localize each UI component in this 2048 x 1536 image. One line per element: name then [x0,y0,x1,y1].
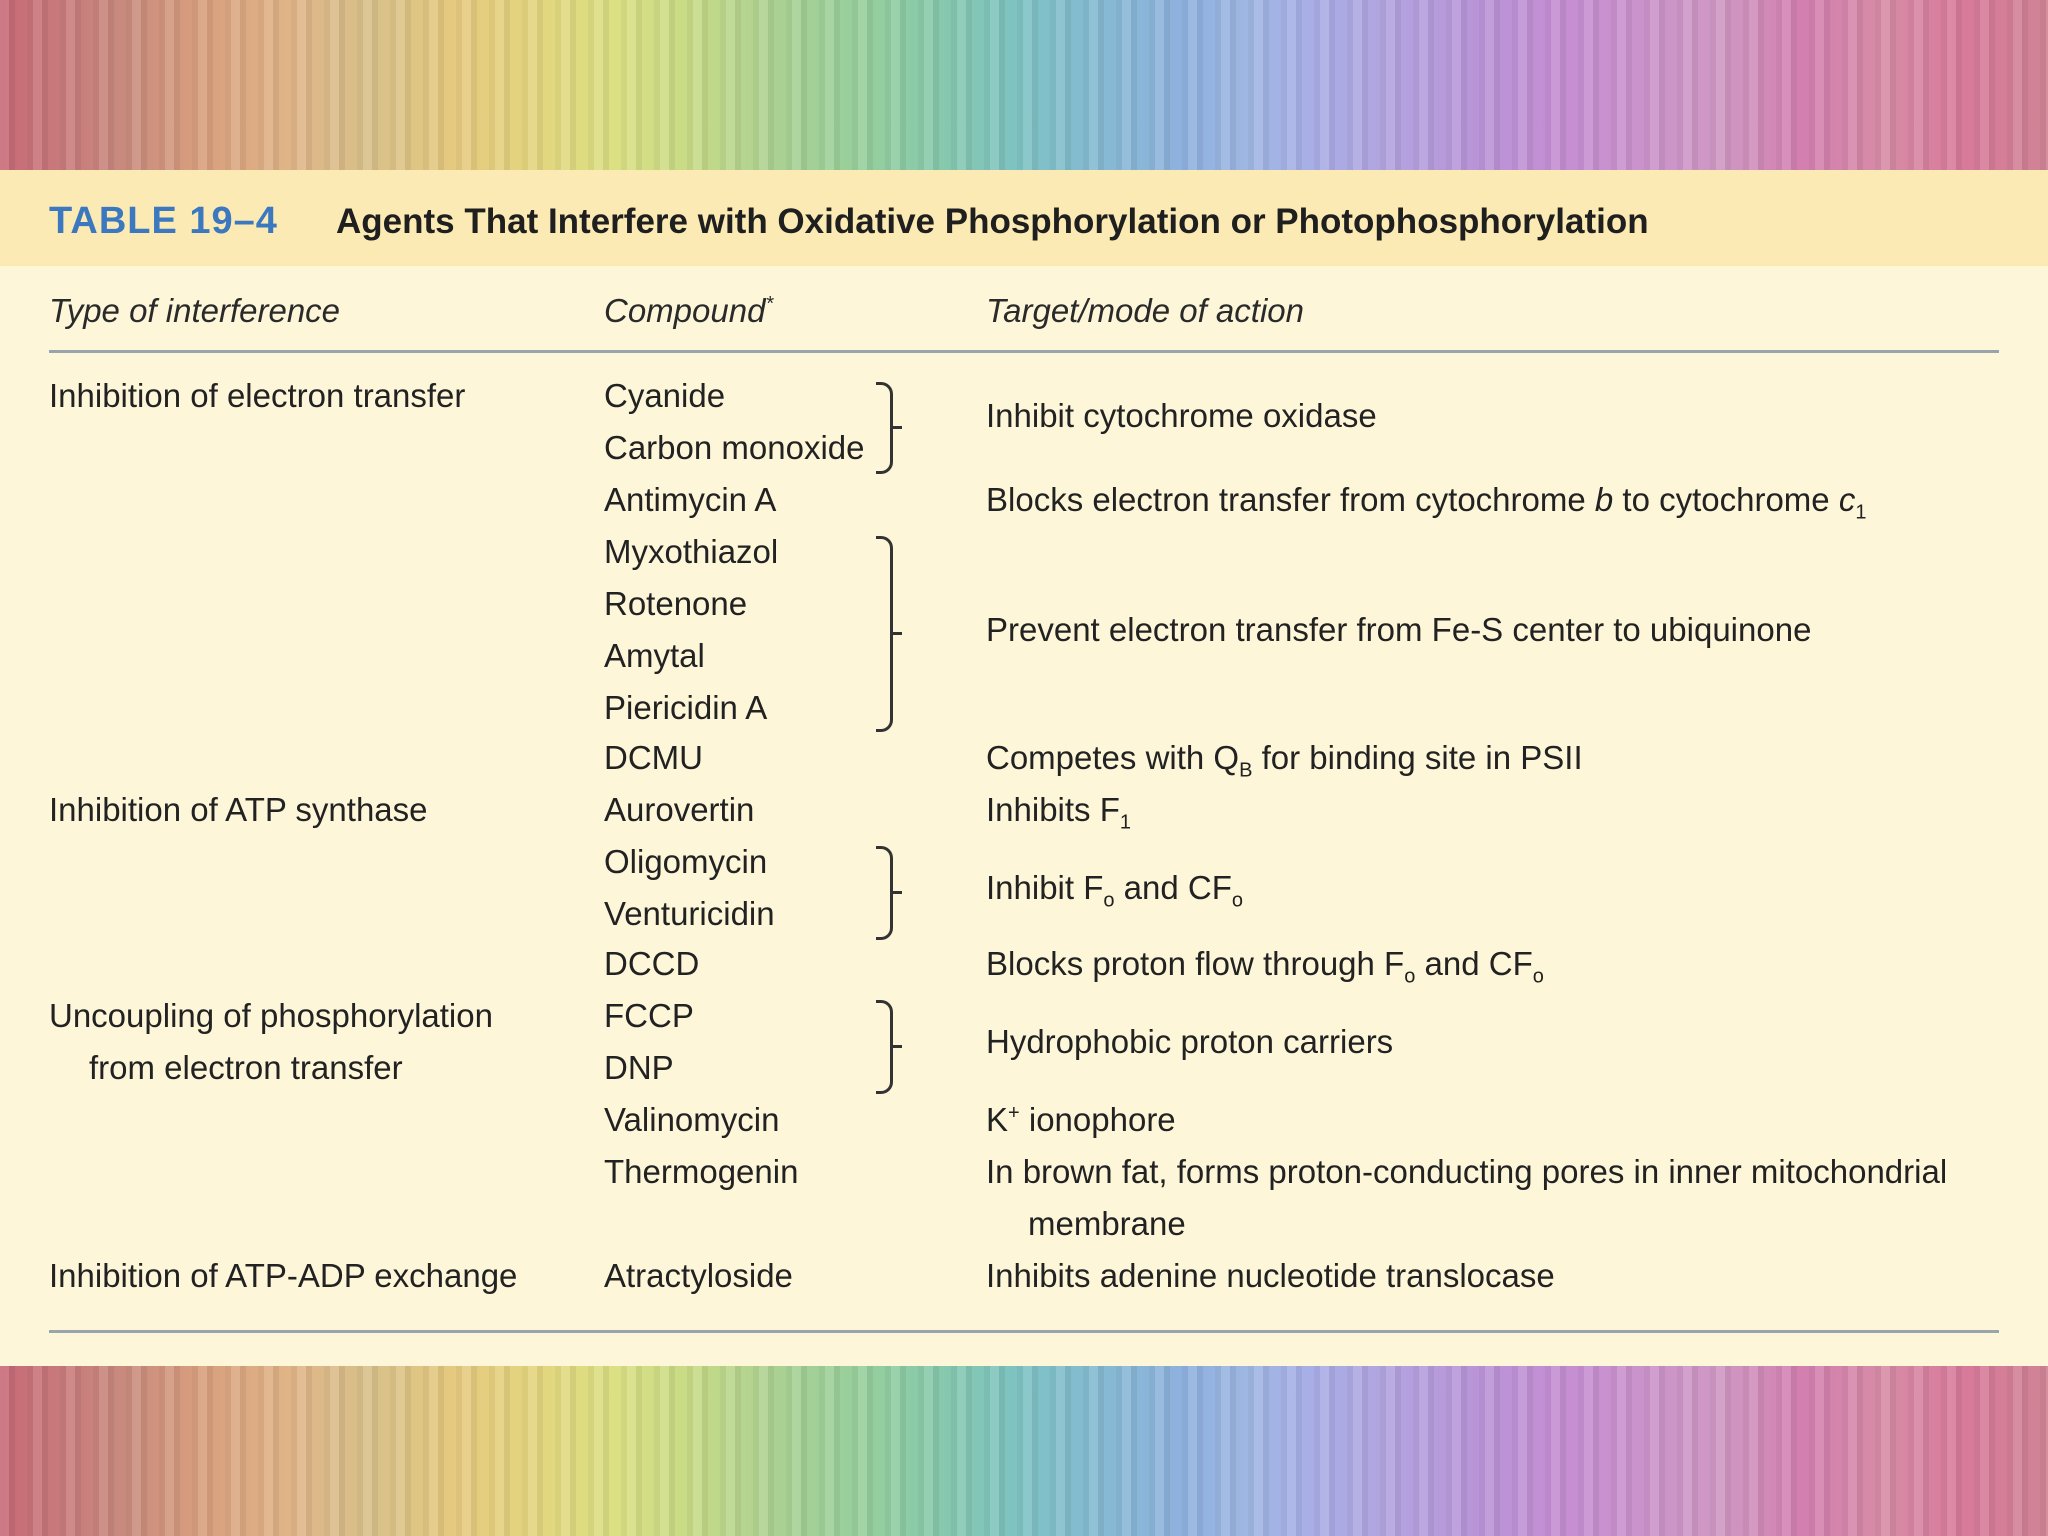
compound-antimycin-a: Antimycin A [604,481,777,518]
compound-dnp: DNP [604,1049,674,1086]
header-compound: Compound* [604,292,774,329]
target-dcmu: Competes with $Q_B$ for binding site in PSII [986,739,1583,782]
target-fe-s-ubiquinone: Prevent electron transfer from Fe-S center to ubiquinone [986,611,1812,648]
table-title-band [0,170,2048,266]
header-target: Target/mode of action [986,292,1304,329]
compound-aurovertin: Aurovertin [604,791,755,828]
target-thermogenin-cont: membrane [1028,1205,1186,1242]
type-uncoupling: Uncoupling of phosphorylation [49,997,493,1034]
table-number: TABLE 19–4 [49,200,278,242]
type-atp-synthase: Inhibition of ATP synthase [49,791,428,828]
table-panel [0,170,2048,1366]
compound-thermogenin: Thermogenin [604,1153,799,1190]
compound-fccp: FCCP [604,997,694,1034]
brace-cyanide-group [876,382,893,474]
header-compound-mark: * [765,293,774,315]
compound-oligomycin: Oligomycin [604,843,768,880]
compound-cyanide: Cyanide [604,377,726,414]
decorative-stripe-bottom [0,1366,2048,1536]
header-rule [49,350,1999,353]
compound-amytal: Amytal [604,637,705,674]
compound-atractyloside: Atractyloside [604,1257,793,1294]
target-antimycin: Blocks electron transfer from cytochrome b to cytochrome $c_1$ [986,481,1867,524]
target-cytochrome-oxidase: Inhibit cytochrome oxidase [986,397,1377,434]
compound-carbon-monoxide: Carbon monoxide [604,429,865,466]
compound-dccd: DCCD [604,945,700,982]
target-oligomycin: Inhibit $F_o$ and $CF_o$ [986,869,1244,912]
target-thermogenin: In brown fat, forms proton-conducting pores in inner mitochondrial [986,1153,1948,1190]
target-dccd: Blocks proton flow through $F_o$ and $CF_o$ [986,945,1544,988]
bottom-rule [49,1330,1999,1333]
target-atractyloside: Inhibits adenine nucleotide translocase [986,1257,1555,1294]
compound-rotenone: Rotenone [604,585,748,622]
compound-valinomycin: Valinomycin [604,1101,780,1138]
compound-venturicidin: Venturicidin [604,895,775,932]
compound-myxothiazol: Myxothiazol [604,533,779,570]
target-proton-carriers: Hydrophobic proton carriers [986,1023,1394,1060]
type-atp-adp-exchange: Inhibition of ATP-ADP exchange [49,1257,518,1294]
type-electron-transfer: Inhibition of electron transfer [49,377,466,414]
type-uncoupling-cont: from electron transfer [89,1049,403,1086]
compound-piericidin-a: Piericidin A [604,689,768,726]
target-aurovertin: Inhibits $F_1$ [986,791,1132,834]
brace-myxothiazol-group [876,536,893,732]
table-title: Agents That Interfere with Oxidative Phosphorylation or Photophosphorylation [336,202,1649,241]
header-type: Type of interference [49,292,341,329]
brace-fccp-group [876,1000,893,1094]
target-valinomycin: K+ ionophore [986,1101,1176,1138]
compound-dcmu: DCMU [604,739,703,776]
decorative-stripe-top [0,0,2048,170]
brace-oligomycin-group [876,846,893,940]
